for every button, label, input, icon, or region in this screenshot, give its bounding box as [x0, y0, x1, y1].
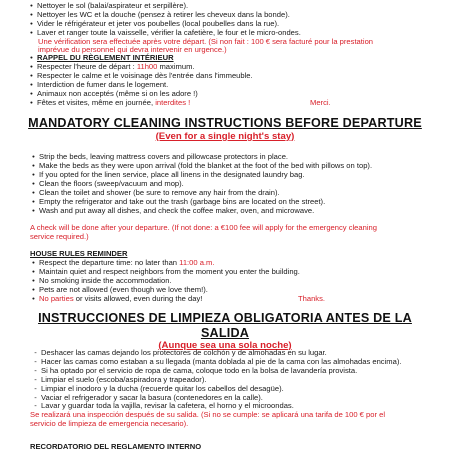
list-item	[26, 10, 290, 19]
list-item	[28, 206, 314, 215]
rule-item	[28, 285, 208, 294]
rule-item	[28, 267, 300, 276]
rule-item-text: Interdiction de fumer dans le logement.	[37, 80, 169, 89]
bullet: •	[30, 98, 33, 107]
rule-item-text: Respecter le calme et le voisinage dès l'entrée dans l'immeuble.	[37, 71, 253, 80]
french-notice-line-1: Une vérification sera effectuée après votre départ. (Si non fait : 100 € sera facturé pour la prestation	[38, 37, 374, 46]
rule-item-highlight: 11:00 a.m.	[179, 258, 215, 267]
bullet: •	[32, 276, 35, 285]
list-item	[30, 357, 401, 366]
bullet: •	[30, 1, 33, 10]
bullet: •	[32, 161, 35, 170]
bullet: •	[32, 188, 35, 197]
list-item	[30, 384, 284, 393]
spanish-rules-title: RECORDATORIO DEL REGLAMENTO INTERNO	[30, 442, 202, 450]
french-rules-title: RAPPEL DU RÈGLEMENT INTÉRIEUR	[37, 53, 174, 62]
list-item-text: Clean the toilet and shower (be sure to remove any hair from the drain).	[39, 188, 280, 197]
english-notice-line-2: service required.)	[30, 232, 89, 241]
english-rules-title: HOUSE RULES REMINDER	[30, 249, 128, 258]
rule-item-end: maximum.	[157, 62, 195, 71]
list-item-text: If you opted for the linen service, place all linens in the designated laundry bag.	[39, 170, 305, 179]
bullet: -	[34, 392, 37, 402]
spanish-notice-line-1: Se realizará una inspección después de su salida. (Si no se cumple: se aplicará una tarifa de 100 € por el	[30, 410, 386, 419]
list-item-text: Empty the refrigerator and take out the trash (garbage bins are located on the street).	[39, 197, 326, 206]
list-item	[26, 28, 301, 37]
list-item	[26, 19, 279, 28]
list-item	[26, 1, 188, 10]
spanish-title-line-2: SALIDA	[200, 326, 250, 340]
bullet: -	[34, 383, 37, 393]
bullet: -	[34, 401, 37, 411]
bullet: •	[32, 206, 35, 215]
french-rules-heading	[26, 53, 174, 62]
list-item	[30, 393, 263, 402]
rule-item	[26, 71, 253, 80]
bullet: •	[30, 28, 33, 37]
list-item-text: Vider le réfrigérateur et jeter vos poubelles (local poubelles dans la rue).	[37, 19, 280, 28]
list-item-text: Laver et ranger toute la vaisselle, vérifier la cafetière, le four et le micro-ondes.	[37, 28, 301, 37]
bullet: •	[32, 170, 35, 179]
spanish-notice-line-2: servicio de limpieza de emergencia necesario).	[30, 419, 189, 428]
bullet: •	[32, 152, 35, 161]
list-item-text: Nettoyer le sol (balai/aspirateur et serpillère).	[37, 1, 189, 10]
list-item	[30, 375, 206, 384]
english-parties-line	[28, 294, 202, 303]
list-item-text: Vaciar el refrigerador y sacar la basura (contenedores en la calle).	[41, 392, 263, 402]
bullet: •	[32, 197, 35, 206]
bullet: •	[32, 258, 35, 267]
spanish-subtitle: (Aunque sea una sola noche)	[158, 340, 292, 351]
spanish-title-line-1: INSTRUCCIONES DE LIMPIEZA OBLIGATORIA ANTES DE LA	[38, 311, 412, 325]
english-parties-highlight: No parties	[39, 294, 74, 303]
list-item-text: Lavar y guardar toda la vajilla, revisar la cafetera, el horno y el microondas.	[41, 401, 294, 411]
bullet: •	[30, 53, 33, 62]
rule-item-text: Respecter l'heure de départ :	[37, 62, 137, 71]
rule-item-highlight: 11h00	[136, 62, 158, 71]
bullet: •	[30, 89, 33, 98]
bullet: •	[32, 294, 35, 303]
french-parties-highlight: interdites !	[155, 98, 191, 107]
rule-item-text: No smoking inside the accommodation.	[39, 276, 172, 285]
bullet: -	[34, 356, 37, 366]
bullet: -	[34, 374, 37, 384]
list-item-text: Limpiar el inodoro y la ducha (recuerde quitar los cabellos del desagüe).	[41, 383, 284, 393]
rule-item	[26, 80, 168, 89]
list-item	[28, 179, 184, 188]
list-item-text: Clean the floors (sweep/vacuum and mop).	[39, 179, 184, 188]
bullet: •	[32, 267, 35, 276]
bullet: -	[34, 348, 37, 357]
bullet: •	[30, 62, 33, 71]
list-item-text: Strip the beds, leaving mattress covers and pillowcase protectors in place.	[39, 152, 289, 161]
bullet: •	[30, 80, 33, 89]
list-item	[28, 197, 325, 206]
french-thanks: Merci.	[310, 98, 331, 107]
list-item-text: Si ha optado por el servicio de ropa de cama, coloque todo en la bolsa de lavandería provista.	[41, 365, 358, 375]
french-parties-line	[26, 98, 190, 107]
rule-item-text: Pets are not allowed (even though we love them!).	[39, 285, 208, 294]
english-parties-text: or visits allowed, even during the day!	[73, 294, 203, 303]
french-notice-line-2: imprévue du personnel qui devra intervenir en urgence.)	[38, 45, 227, 54]
bullet: •	[32, 285, 35, 294]
bullet: •	[30, 19, 33, 28]
bullet: •	[32, 179, 35, 188]
list-item-text: Make the beds as they were upon arrival (fold the blanket at the foot of the bed with pillows on top).	[39, 161, 373, 170]
english-thanks: Thanks.	[298, 294, 326, 303]
list-item	[30, 366, 357, 375]
list-item-text: Wash and put away all dishes, and check the coffee maker, oven, and microwave.	[39, 206, 315, 215]
rule-item	[28, 276, 172, 285]
list-item-text: Limpiar el suelo (escoba/aspiradora y trapeador).	[41, 374, 207, 384]
list-item	[28, 161, 372, 170]
list-item-text: Deshacer las camas dejando los protectores de colchón y de almohadas en su lugar.	[41, 348, 327, 357]
list-item	[28, 188, 280, 197]
list-item	[28, 170, 305, 179]
english-notice-line-1: A check will be done after your departure. (If not done: a €100 fee will apply for the emergency cleaning	[30, 223, 377, 232]
french-parties-text: Fêtes et visites, même en journée,	[37, 98, 156, 107]
bullet: •	[30, 10, 33, 19]
bullet: •	[30, 71, 33, 80]
rule-item	[26, 89, 198, 98]
bullet: -	[34, 365, 37, 375]
rule-item	[26, 62, 195, 71]
english-title: MANDATORY CLEANING INSTRUCTIONS BEFORE DEPARTURE	[28, 116, 422, 130]
list-item	[30, 348, 327, 357]
rule-item-text: Animaux non acceptés (même si on les adore !)	[37, 89, 198, 98]
list-item-text: Hacer las camas como estaban a su llegada (manta doblada al pie de la cama con las almohadas encima).	[41, 356, 402, 366]
english-subtitle: (Even for a single night's stay)	[155, 131, 295, 142]
list-item	[28, 152, 288, 161]
rule-item-text: Respect the departure time: no later than	[39, 258, 180, 267]
rule-item-text: Maintain quiet and respect neighbors from the moment you enter the building.	[39, 267, 300, 276]
rule-item	[28, 258, 214, 267]
list-item-text: Nettoyer les WC et la douche (pensez à retirer les cheveux dans la bonde).	[37, 10, 290, 19]
